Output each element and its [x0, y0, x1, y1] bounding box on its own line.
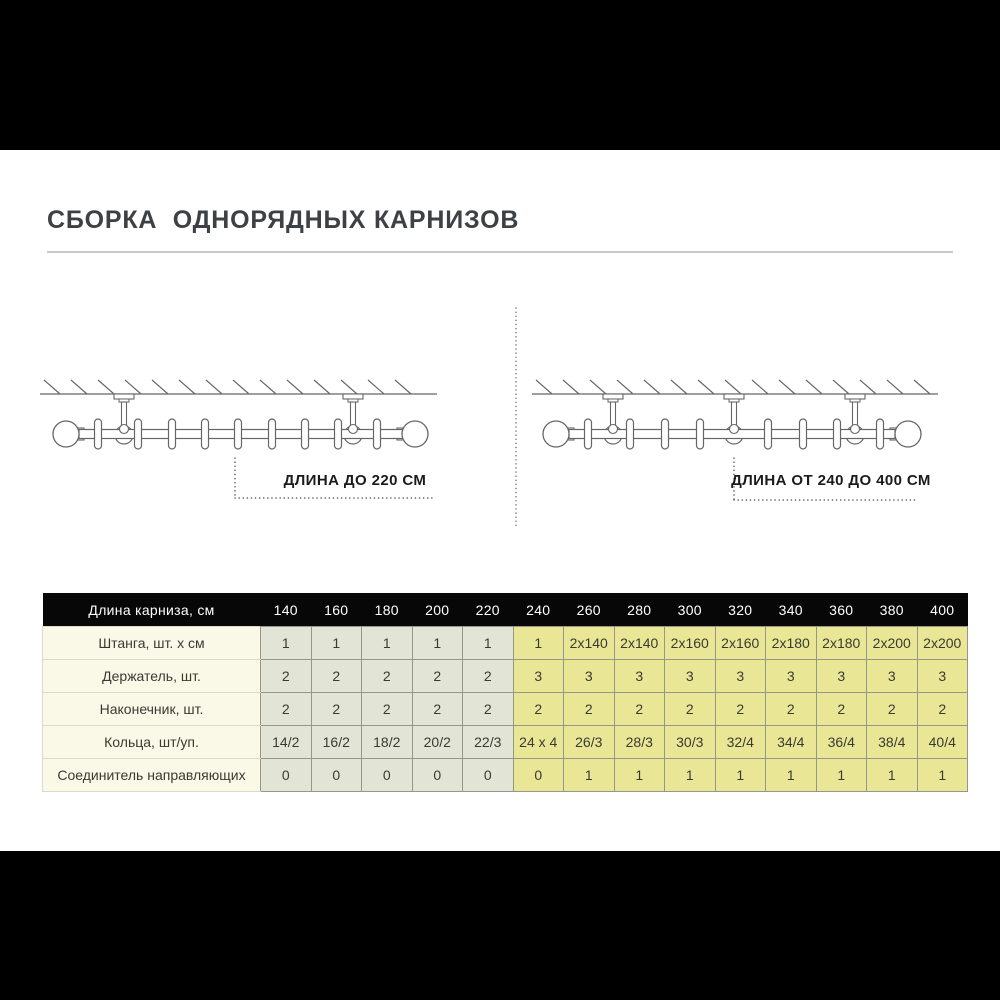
table-cell: 16/2: [311, 726, 362, 759]
table-cell: 3: [766, 660, 817, 693]
table-cell: 0: [311, 759, 362, 792]
table-cell: 36/4: [816, 726, 867, 759]
table-cell: 2: [917, 693, 968, 726]
table-cell: 1: [513, 627, 564, 660]
table-cell: 2: [311, 660, 362, 693]
table-cell: 18/2: [362, 726, 413, 759]
table-cell: 1: [917, 759, 968, 792]
row-label: Наконечник, шт.: [43, 693, 261, 726]
table-cell: 3: [513, 660, 564, 693]
parts-table: [42, 593, 968, 792]
table-cell: 2: [362, 693, 413, 726]
table-cell: 2x180: [766, 627, 817, 660]
table-cell: 1: [463, 627, 514, 660]
row-label: Кольца, шт/уп.: [43, 726, 261, 759]
table-cell: 0: [412, 759, 463, 792]
table-cell: 1: [311, 627, 362, 660]
table-cell: 20/2: [412, 726, 463, 759]
header-cell-length: 200: [412, 593, 463, 627]
table-cell: 30/3: [665, 726, 716, 759]
table-cell: 32/4: [715, 726, 766, 759]
table-cell: 26/3: [564, 726, 615, 759]
header-cell-length: 300: [665, 593, 716, 627]
header-cell-length: 160: [311, 593, 362, 627]
table-cell: 1: [816, 759, 867, 792]
table-cell: 3: [564, 660, 615, 693]
table-cell: 2x140: [564, 627, 615, 660]
table-cell: 2: [463, 693, 514, 726]
header-cell-length: 340: [766, 593, 817, 627]
table-cell: 2: [816, 693, 867, 726]
header-cell-length: 320: [715, 593, 766, 627]
header-cell-length: 220: [463, 593, 514, 627]
table-cell: 40/4: [917, 726, 968, 759]
table-cell: 2: [665, 693, 716, 726]
table-cell: 2x160: [715, 627, 766, 660]
header-cell-length: 240: [513, 593, 564, 627]
table-cell: 1: [412, 627, 463, 660]
table-cell: 2: [564, 693, 615, 726]
table-cell: 0: [513, 759, 564, 792]
table-cell: 2: [513, 693, 564, 726]
table-cell: 38/4: [867, 726, 918, 759]
table-cell: 1: [715, 759, 766, 792]
header-cell-length: 260: [564, 593, 615, 627]
table-cell: 2: [412, 660, 463, 693]
table-cell: 2: [412, 693, 463, 726]
table-cell: 1: [766, 759, 817, 792]
table-cell: 2: [867, 693, 918, 726]
table-cell: 14/2: [261, 726, 312, 759]
header-cell-length: 280: [614, 593, 665, 627]
table-cell: 3: [816, 660, 867, 693]
table-cell: 2: [261, 693, 312, 726]
table-cell: 1: [564, 759, 615, 792]
table-cell: 2: [715, 693, 766, 726]
table-cell: 2x200: [867, 627, 918, 660]
table-cell: 2x160: [665, 627, 716, 660]
table-cell: 3: [665, 660, 716, 693]
row-label: Штанга, шт. х см: [43, 627, 261, 660]
table-cell: 2: [614, 693, 665, 726]
table-cell: 2x140: [614, 627, 665, 660]
table-cell: 3: [614, 660, 665, 693]
table-cell: 0: [362, 759, 413, 792]
header-cell-length: 140: [261, 593, 312, 627]
table-row: [43, 693, 968, 726]
row-label: Соединитель направляющих: [43, 759, 261, 792]
header-cell-label: Длина карниза, см: [43, 593, 261, 627]
table-cell: 2: [261, 660, 312, 693]
table-cell: 2: [766, 693, 817, 726]
table-cell: 1: [261, 627, 312, 660]
header-cell-length: 180: [362, 593, 413, 627]
table-cell: 3: [715, 660, 766, 693]
table-row: [43, 726, 968, 759]
header-cell-length: 360: [816, 593, 867, 627]
header-cell-length: 380: [867, 593, 918, 627]
table-cell: 2x200: [917, 627, 968, 660]
table-row: [43, 759, 968, 792]
table-cell: 1: [362, 627, 413, 660]
header-cell-length: 400: [917, 593, 968, 627]
length-label-short: ДЛИНА ДО 220 СМ: [283, 472, 427, 489]
table-header-row: [43, 593, 968, 627]
table-cell: 24 x 4: [513, 726, 564, 759]
table-cell: 0: [261, 759, 312, 792]
table-cell: 2x180: [816, 627, 867, 660]
table-cell: 0: [463, 759, 514, 792]
row-label: Держатель, шт.: [43, 660, 261, 693]
table-cell: 1: [614, 759, 665, 792]
table-cell: 22/3: [463, 726, 514, 759]
table-row: [43, 660, 968, 693]
table-cell: 28/3: [614, 726, 665, 759]
table-cell: 2: [463, 660, 514, 693]
table-cell: 2: [362, 660, 413, 693]
table-cell: 1: [867, 759, 918, 792]
bottom-bar: [0, 851, 1000, 1000]
table-cell: 3: [867, 660, 918, 693]
table-row: [43, 627, 968, 660]
page-title: СБОРКА ОДНОРЯДНЫХ КАРНИЗОВ: [47, 206, 520, 234]
table-cell: 34/4: [766, 726, 817, 759]
table-cell: 2: [311, 693, 362, 726]
table-cell: 1: [665, 759, 716, 792]
table-cell: 3: [917, 660, 968, 693]
length-label-long: ДЛИНА ОТ 240 ДО 400 СМ: [731, 472, 931, 489]
